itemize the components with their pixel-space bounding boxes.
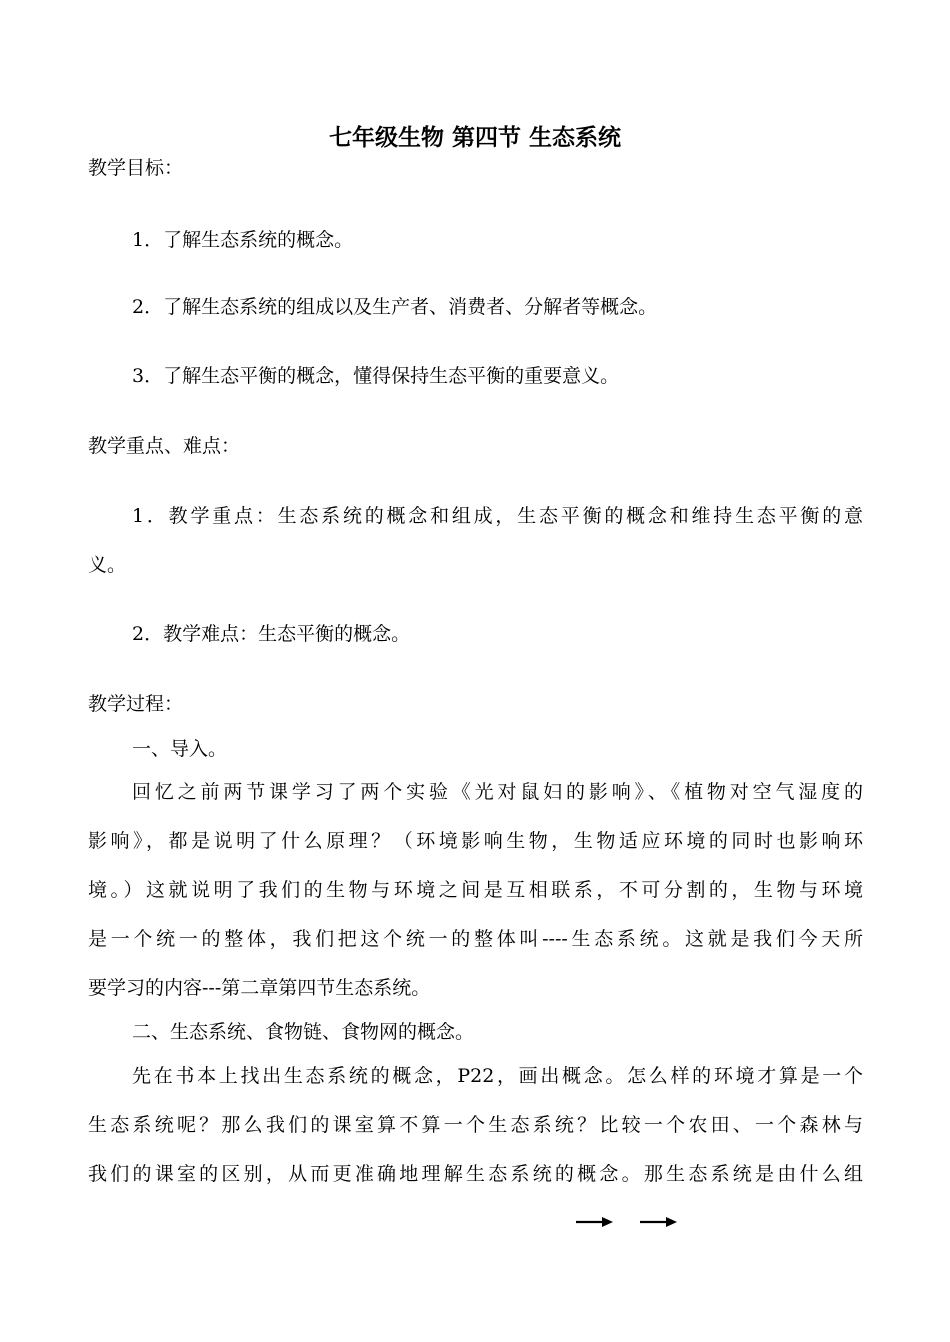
paragraph-line: 我们的课室的区别，从而更准确地理解生态系统的概念。那生态系统是由什么组 bbox=[88, 1163, 863, 1185]
key-point-item-1: 1．教学重点：生态系统的概念和组成，生态平衡的概念和维持生态平衡的意 bbox=[132, 505, 863, 527]
paragraph-line: 影响》，都是说明了什么原理？（环境影响生物，生物适应环境的同时也影响环 bbox=[88, 830, 863, 852]
arrow-right-icon bbox=[640, 1214, 678, 1230]
document-title: 七年级生物 第四节 生态系统 bbox=[328, 125, 621, 151]
paragraph-line: 是一个统一的整体，我们把这个统一的整体叫----生态系统。这就是我们今天所 bbox=[88, 928, 863, 950]
paragraph-line: 回忆之前两节课学习了两个实验《光对鼠妇的影响》、《植物对空气湿度的 bbox=[132, 781, 863, 803]
arrow-right-icon bbox=[576, 1214, 614, 1230]
objectives-heading: 教学目标： bbox=[88, 157, 184, 179]
objective-item-2: 2．了解生态系统的组成以及生产者、消费者、分解者等概念。 bbox=[132, 296, 658, 318]
section-heading-concepts: 二、生态系统、食物链、食物网的概念。 bbox=[132, 1021, 475, 1043]
process-heading: 教学过程： bbox=[88, 693, 184, 715]
objective-item-3: 3．了解生态平衡的概念，懂得保持生态平衡的重要意义。 bbox=[132, 365, 620, 387]
objective-item-1: 1．了解生态系统的概念。 bbox=[132, 229, 354, 251]
key-point-item-2: 2．教学难点：生态平衡的概念。 bbox=[132, 623, 411, 645]
paragraph-line: 生态系统呢？那么我们的课室算不算一个生态系统？比较一个农田、一个森林与 bbox=[88, 1114, 863, 1136]
paragraph-line: 先在书本上找出生态系统的概念，P22，画出概念。怎么样的环境才算是一个 bbox=[132, 1065, 863, 1087]
key-points-heading: 教学重点、难点： bbox=[88, 435, 241, 457]
section-heading-intro: 一、导入。 bbox=[132, 738, 228, 760]
key-point-item-1-continued: 义。 bbox=[88, 554, 127, 576]
paragraph-line: 要学习的内容---第二章第四节生态系统。 bbox=[88, 977, 431, 999]
paragraph-line: 境。）这就说明了我们的生物与环境之间是互相联系，不可分割的，生物与环境 bbox=[88, 879, 863, 901]
